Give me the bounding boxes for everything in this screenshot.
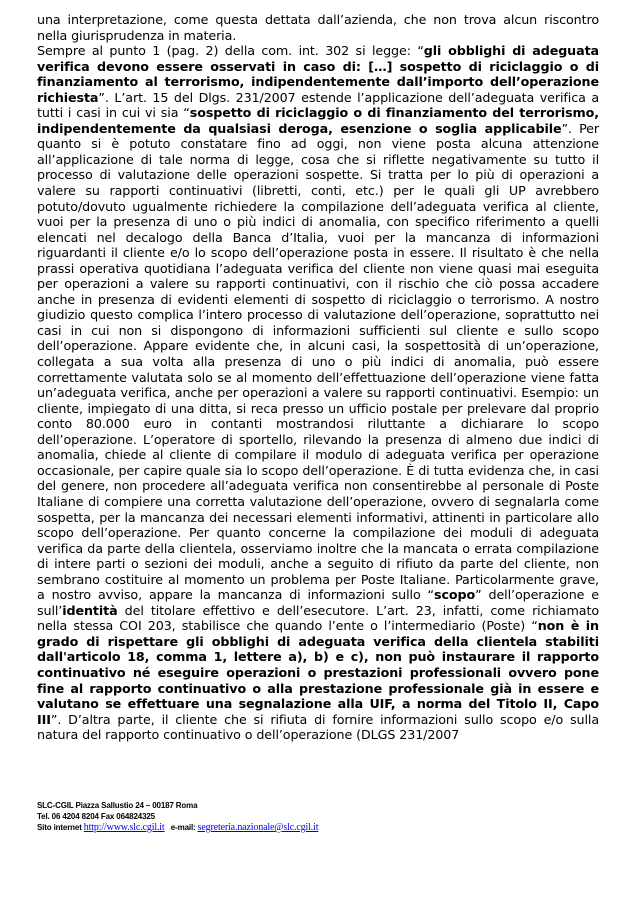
paragraph-2: [37, 43, 599, 743]
footer-contacts: [37, 822, 599, 833]
email-label: e-mail:: [164, 823, 198, 832]
text-run: ” dell’operazione e sull’: [37, 587, 599, 618]
text-run: ”. Per quanto si è potuto constatare fino ad oggi, non viene posta alcuna attenzione all’applicazione di tale norma di legge, cosa che si riflette negativamente su tutto il processo di valutazione delle operazioni sospette. Si tratta per lo più di operazioni a valere su rapporti continuativi (libretti, conti, etc.) per le quali gli UP avrebbero potuto/dovuto ugualmente richiedere la compilazione dell’adeguata verifica al cliente, vuoi per la presenza di uno o più indici di anomalia, con specifico riferimento a quelli elencati nel decalogo della Banca d’Italia, vuoi per la mancanza di informazioni riguardanti il cliente e/o lo scopo dell’operazione posta in essere. Il risultato è che nella prassi operativa quotidiana l’adeguata verifica del cliente non viene quasi mai eseguita per operazioni a valere su rapporti continuativi, con il rischio che ciò possa accadere anche in presenza di evidenti elementi di sospetto di riciclaggio o terrorismo. A nostro giudizio questo complica l’intero processo di valutazione dell’operazione, soprattutto nei casi in cui non si dispongono di informazioni sufficienti sul cliente e sullo scopo dell’operazione. Appare evidente che, in alcuni casi, la sospettosità di un’operazione, collegata a sua volta alla presenza di uno o più indici di anomalia, può essere correttamente valutata solo se al momento dell’effettuazione dell’operazione viene fatta un’adeguata verifica, anche per operazioni a valere su rapporti continuativi. Esempio: un cliente, impiegato di una ditta, si reca presso un ufficio postale per prelevare dal proprio conto 80.000 euro in contanti mostrandosi riluttante a dichiarare lo scopo dell’operazione. L’operatore di sportello, rilevando la presenza di almeno due indici di anomalia, chiede al cliente di compilare il modulo di adeguata verifica per operazione occasionale, per capire quale sia lo scopo dell’operazione. È di tutta evidenza che, in casi del genere, non procedere all’adeguata verifica non consentirebbe al personale di Poste Italiane di compiere una corretta valutazione dell’operazione, ovvero di segnalarla come sospetta, per la mancanza dei necessari elementi informativi, attinenti in particolare allo scopo dell’operazione. Per quanto concerne la compilazione dei moduli di adeguata verifica da parte della clientela, osserviamo inoltre che la mancata o errata compilazione di intere parti o sezioni dei moduli, anche a seguito di rifiuto da parte del cliente, non sembrano costituire al momento un problema per Poste Italiane. Particolarmente grave, a nostro avviso, appare la mancanza di informazioni sullo “: [37, 120, 599, 603]
text-run: ”. L’art. 15 del Dlgs. 231/2007 estende l’applicazione dell’adeguata verifica a tutti i casi in cui vi sia “: [37, 89, 599, 121]
site-label: Sito internet: [37, 823, 84, 832]
bold-word-identita: identità: [62, 602, 118, 618]
bold-word-scopo: scopo: [434, 587, 476, 603]
text-run: del titolare effettivo e dell’esecutore. L’art. 23, infatti, come richiamato nella stessa COI 203, stabilisce che quando l’ente o l’intermediario (Poste) “: [37, 602, 599, 634]
website-link[interactable]: http://www.slc.cgil.it: [83, 822, 165, 833]
document-body: [37, 12, 599, 743]
page-footer: [37, 800, 599, 833]
text-run: ”. D’altra parte, il cliente che si rifiuta di fornire informazioni sullo scopo e/o sulla natura del rapporto continuativo o dell’operazione (DLGS 231/2007: [37, 711, 599, 743]
text-run: Sempre al punto 1 (pag. 2) della com. int. 302 si legge: “: [37, 43, 424, 59]
footer-phone: Tel. 06 4204 8204 Fax 064824325: [37, 812, 155, 821]
footer-address: SLC-CGIL Piazza Sallustio 24 – 00187 Roma: [37, 801, 198, 810]
bold-quote: non è in grado di rispettare gli obblighi di adeguata verifica della clientela stabiliti dall'articolo 18, comma 1, lettere a), b) e c), non può instaurare il rapporto continuativo né eseguire operazioni o prestazioni professionali ovvero pone fine al rapporto continuativo o alla prestazione professionale già in essere e valutano se effettuare una segnalazione alla UIF, a norma del Titolo II, Capo III: [37, 618, 599, 727]
paragraph-1: una interpretazione, come questa dettata dall’azienda, che non trova alcun riscontro nella giurisprudenza in materia.: [37, 12, 599, 43]
email-link[interactable]: segreteria.nazionale@slc.cgil.it: [197, 822, 319, 833]
bold-quote: sospetto di riciclaggio o di finanziamento del terrorismo, indipendentemente da qualsiasi deroga, esenzione o soglia applicabile: [37, 105, 599, 136]
bold-quote: gli obblighi di adeguata verifica devono essere osservati in caso di: […] sospetto di riciclaggio o di finanziamento al terrorismo, indipendentemente dall’importo dell’operazione richiesta: [37, 43, 600, 105]
